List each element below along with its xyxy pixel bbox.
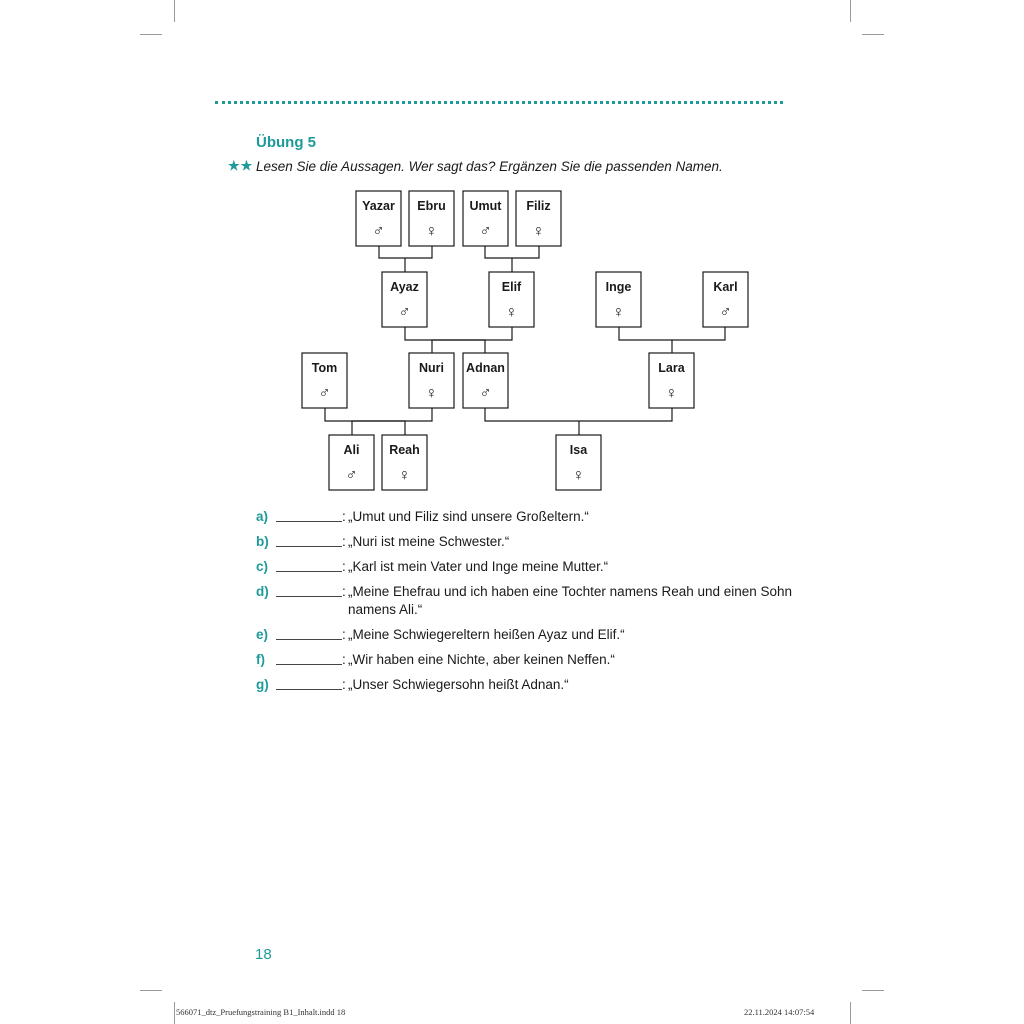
difficulty-stars: ★★ bbox=[228, 158, 254, 173]
person-name: Nuri bbox=[419, 361, 444, 375]
person-name: Ebru bbox=[417, 199, 446, 213]
answer-blank[interactable] bbox=[276, 664, 342, 665]
male-symbol-icon: ♂ bbox=[398, 304, 411, 321]
colon: : bbox=[342, 627, 346, 642]
person-node-karl bbox=[703, 272, 748, 327]
person-node-elif bbox=[489, 272, 534, 327]
answer-blank[interactable] bbox=[276, 689, 342, 690]
statement-item bbox=[256, 508, 796, 526]
colon: : bbox=[342, 677, 346, 692]
person-name: Ali bbox=[343, 443, 360, 457]
statement-list bbox=[256, 508, 796, 701]
female-symbol-icon: ♀ bbox=[425, 385, 438, 402]
male-symbol-icon: ♂ bbox=[719, 304, 732, 321]
timestamp-slug: 22.11.2024 14:07:54 bbox=[744, 1007, 815, 1017]
male-symbol-icon: ♂ bbox=[479, 223, 492, 240]
answer-blank[interactable] bbox=[276, 596, 342, 597]
answer-blank[interactable] bbox=[276, 571, 342, 572]
page-number: 18 bbox=[255, 946, 272, 963]
file-slug: 566071_dtz_Pruefungstraining B1_Inhalt.indd 18 bbox=[176, 1007, 346, 1017]
person-name: Umut bbox=[469, 199, 502, 213]
statement-letter: d) bbox=[256, 584, 269, 599]
female-symbol-icon: ♀ bbox=[612, 304, 625, 321]
colon: : bbox=[342, 652, 346, 667]
person-node-tom bbox=[302, 353, 347, 408]
person-node-umut bbox=[463, 191, 508, 246]
person-name: Yazar bbox=[362, 199, 395, 213]
male-symbol-icon: ♂ bbox=[372, 223, 385, 240]
statement-letter: c) bbox=[256, 559, 269, 574]
person-node-yazar bbox=[356, 191, 401, 246]
person-name: Isa bbox=[569, 443, 588, 457]
female-symbol-icon: ♀ bbox=[572, 467, 585, 484]
statement-letter: f) bbox=[256, 652, 265, 667]
person-name: Elif bbox=[501, 280, 522, 294]
person-node-nuri bbox=[409, 353, 454, 408]
person-name: Lara bbox=[658, 361, 685, 375]
colon: : bbox=[342, 509, 346, 524]
colon: : bbox=[342, 534, 346, 549]
statement-item bbox=[256, 533, 796, 551]
person-name: Tom bbox=[311, 361, 338, 375]
female-symbol-icon: ♀ bbox=[398, 467, 411, 484]
statement-letter: b) bbox=[256, 534, 269, 549]
person-name: Reah bbox=[389, 443, 420, 457]
person-name: Inge bbox=[605, 280, 632, 294]
statement-letter: e) bbox=[256, 627, 269, 642]
statement-item bbox=[256, 626, 796, 644]
statement-text: „Meine Ehefrau und ich haben eine Tochter namens Reah und einen Sohn namens Ali.“ bbox=[348, 584, 793, 617]
female-symbol-icon: ♀ bbox=[532, 223, 545, 240]
exercise-instruction: Lesen Sie die Aussagen. Wer sagt das? Ergänzen Sie die passenden Namen. bbox=[256, 159, 723, 174]
answer-blank[interactable] bbox=[276, 639, 342, 640]
statement-letter: a) bbox=[256, 509, 269, 524]
person-name: Filiz bbox=[526, 199, 551, 213]
person-node-isa bbox=[556, 435, 601, 490]
person-name: Adnan bbox=[466, 361, 505, 375]
female-symbol-icon: ♀ bbox=[425, 223, 438, 240]
person-name: Karl bbox=[713, 280, 738, 294]
statement-item bbox=[256, 583, 796, 619]
statement-text: „Unser Schwiegersohn heißt Adnan.“ bbox=[348, 677, 569, 692]
statement-item bbox=[256, 558, 796, 576]
male-symbol-icon: ♂ bbox=[318, 385, 331, 402]
statement-text: „Nuri ist meine Schwester.“ bbox=[348, 534, 510, 549]
statement-letter: g) bbox=[256, 677, 269, 692]
person-node-adnan bbox=[463, 353, 508, 408]
male-symbol-icon: ♂ bbox=[479, 385, 492, 402]
exercise-title: Übung 5 bbox=[256, 134, 316, 151]
male-symbol-icon: ♂ bbox=[345, 467, 358, 484]
female-symbol-icon: ♀ bbox=[665, 385, 678, 402]
person-node-reah bbox=[382, 435, 427, 490]
statement-item bbox=[256, 676, 796, 694]
statement-text: „Wir haben eine Nichte, aber keinen Neffen.“ bbox=[348, 652, 615, 667]
colon: : bbox=[342, 584, 346, 599]
colon: : bbox=[342, 559, 346, 574]
person-node-filiz bbox=[516, 191, 561, 246]
person-name: Ayaz bbox=[390, 280, 419, 294]
person-node-inge bbox=[596, 272, 641, 327]
statement-text: „Umut und Filiz sind unsere Großeltern.“ bbox=[348, 509, 589, 524]
person-node-lara bbox=[649, 353, 694, 408]
statement-item bbox=[256, 651, 796, 669]
answer-blank[interactable] bbox=[276, 521, 342, 522]
female-symbol-icon: ♀ bbox=[505, 304, 518, 321]
person-node-ebru bbox=[409, 191, 454, 246]
statement-text: „Karl ist mein Vater und Inge meine Mutter.“ bbox=[348, 559, 609, 574]
answer-blank[interactable] bbox=[276, 546, 342, 547]
person-node-ayaz bbox=[382, 272, 427, 327]
person-node-ali bbox=[329, 435, 374, 490]
statement-text: „Meine Schwiegereltern heißen Ayaz und Elif.“ bbox=[348, 627, 625, 642]
